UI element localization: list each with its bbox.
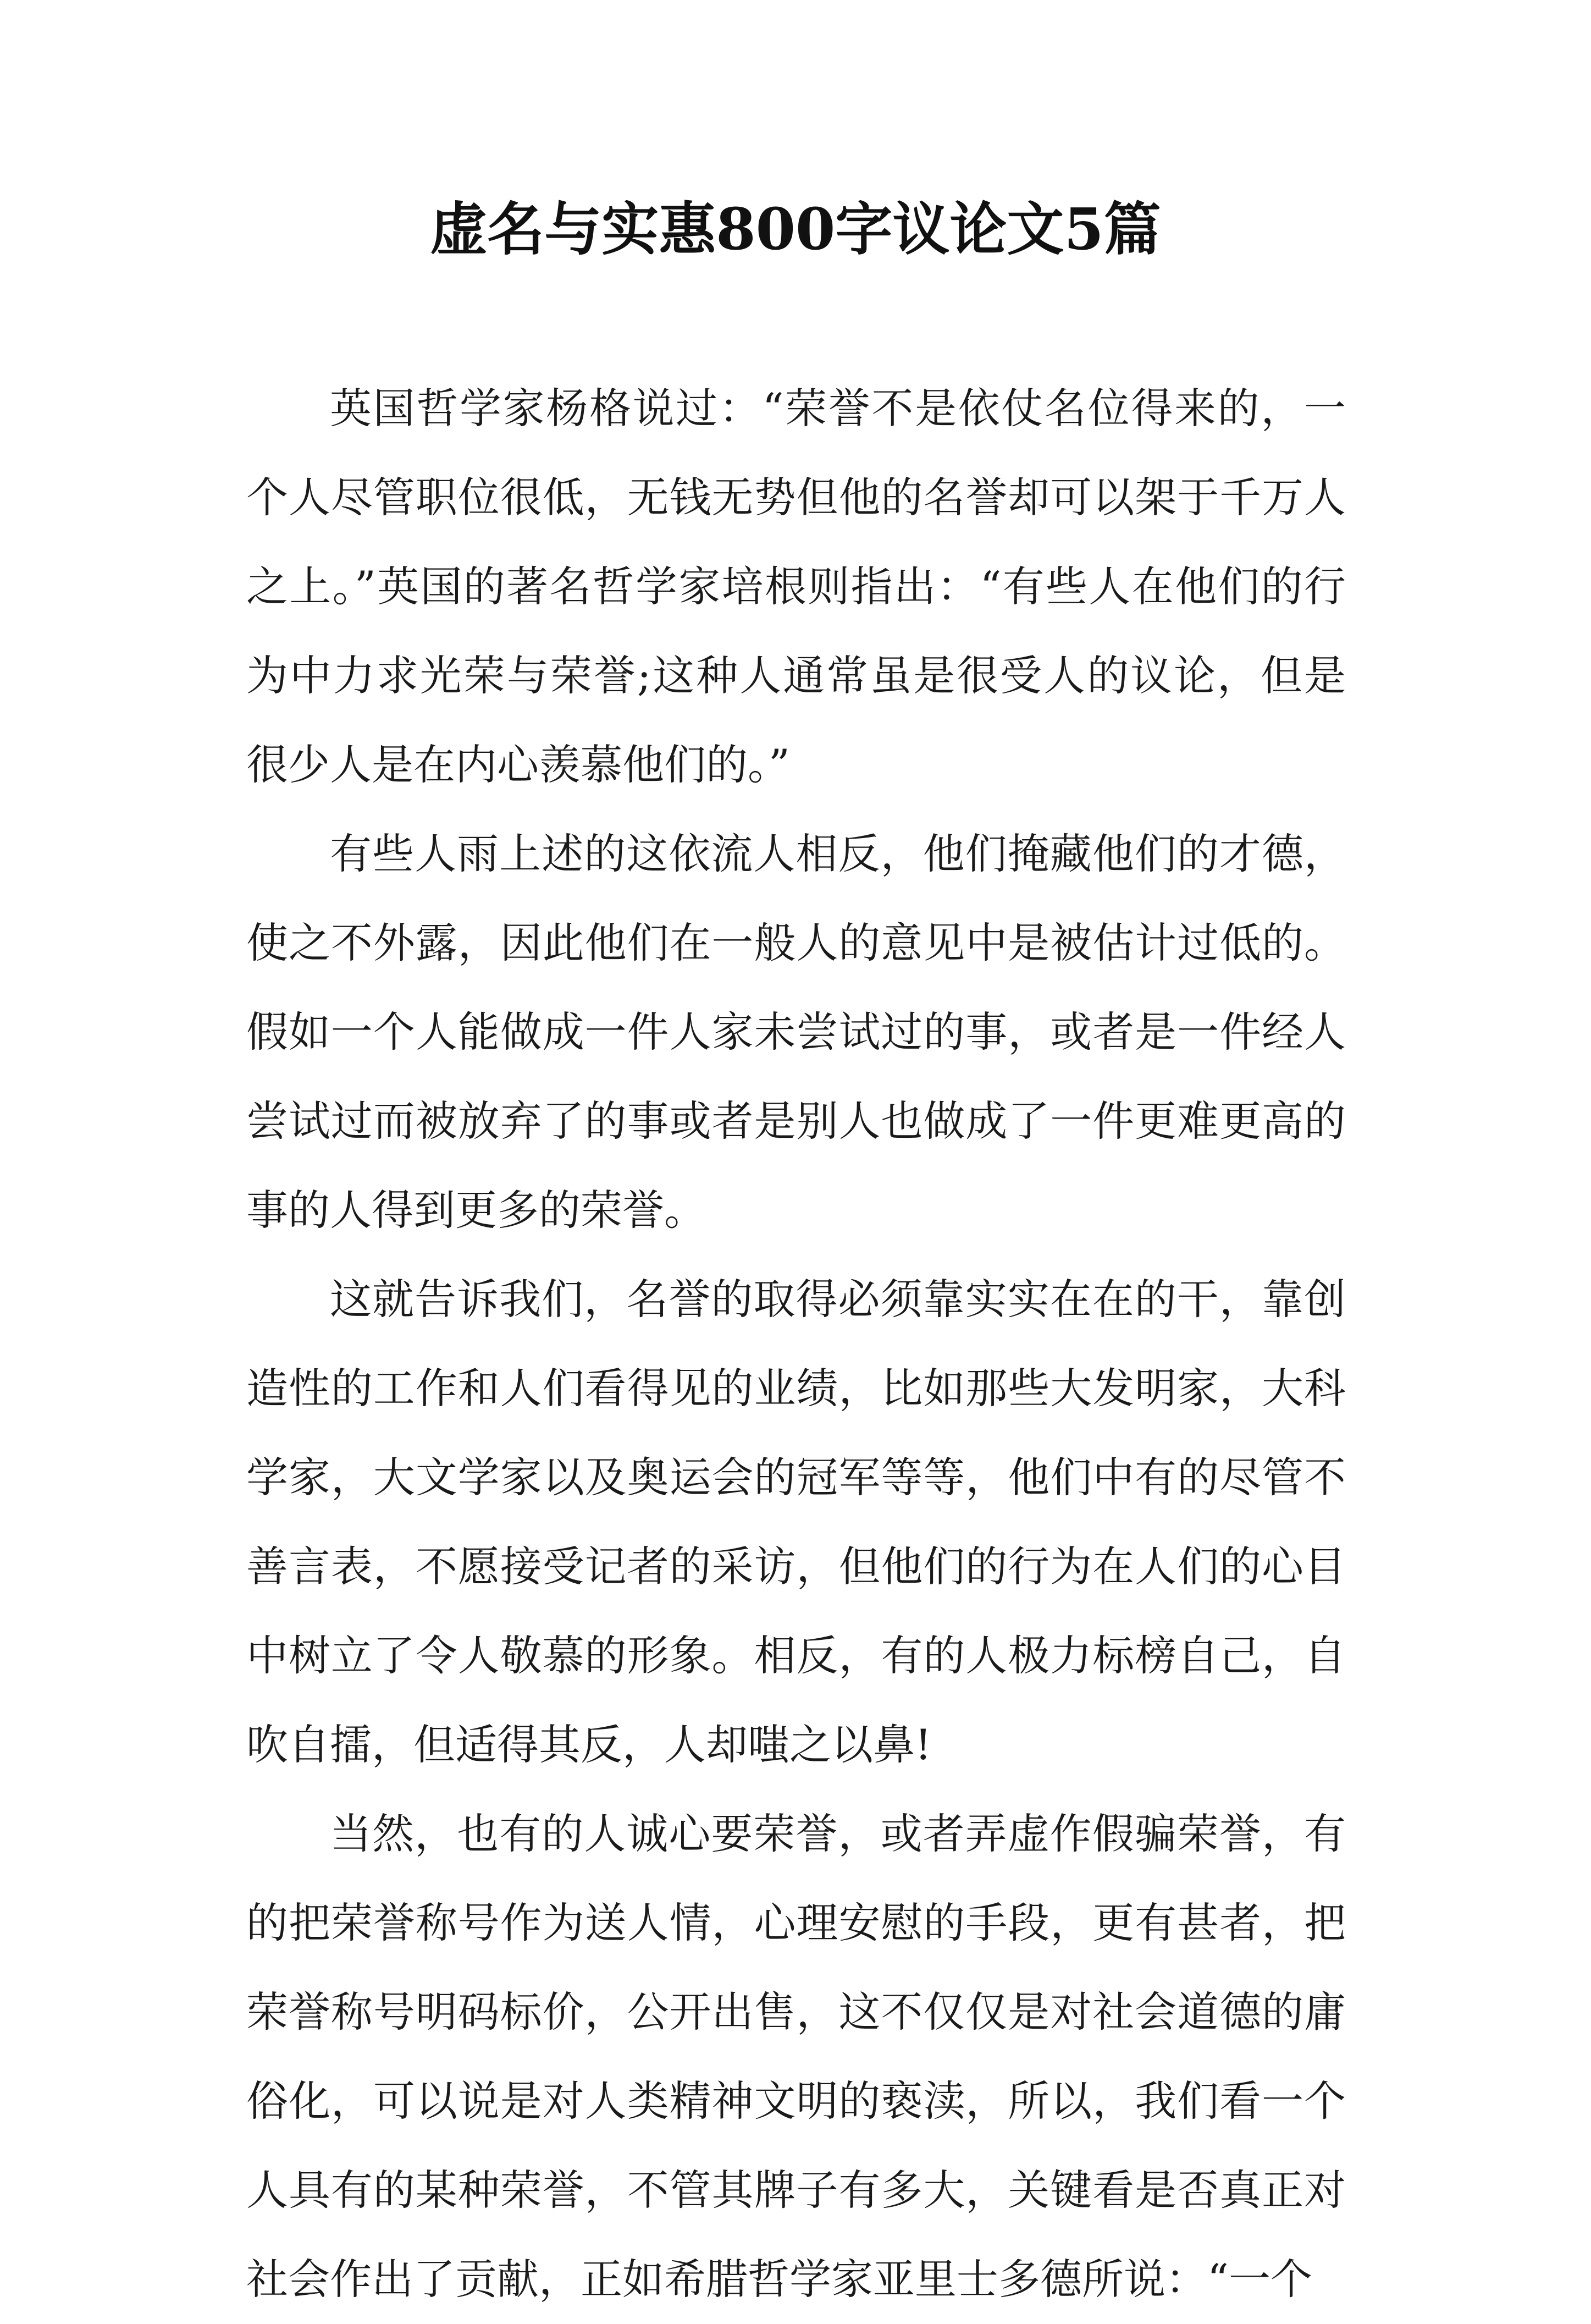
- paragraph-2: 有些人雨上述的这依流人相反，他们掩藏他们的才德，使之不外露，因此他们在一般人的意见中是被估计过低的。假如一个人能做成一件人家未尝试过的事，或者是一件经人尝试过而被放弃了的事或者是别人也做成了一件更难更高的事的人得到更多的荣誉。: [246, 829, 1346, 1235]
- paragraph-3: 这就告诉我们，名誉的取得必须靠实实在在的干，靠创造性的工作和人们看得见的业绩，比如那些大发明家，大科学家，大文学家以及奥运会的冠军等等，他们中有的尽管不善言表，不愿接受记者的采访，但他们的行为在人们的心目中树立了令人敬慕的形象。相反，有的人极力标榜自己，自吹自擂，但适得其反，人却嗤之以鼻!: [246, 1275, 1346, 1769]
- document-title: 虚名与实惠800字议论文5篇: [430, 195, 1161, 263]
- paragraph-1: 英国哲学家杨格说过：“荣誉不是依仗名位得来的，一个人尽管职位很低，无钱无势但他的名誉却可以架于千万人之上。”英国的著名哲学家培根则指出：“有些人在他们的行为中力求光荣与荣誉;这种人通常虽是很受人的议论，但是很少人是在内心羡慕他们的。”: [246, 384, 1346, 789]
- document-body: [246, 364, 1346, 2324]
- paragraph-4: 当然，也有的人诚心要荣誉，或者弄虚作假骗荣誉，有的把荣誉称号作为送人情，心理安慰的手段，更有甚者，把荣誉称号明码标价，公开出售，这不仅仅是对社会道德的庸俗化，可以说是对人类精神文明的亵渎，所以，我们看一个人具有的某种荣誉，不管其牌子有多大，关键看是否真正对社会作出了贡献，正如希腊哲学家亚里士多德所说：“一个: [246, 1809, 1346, 2304]
